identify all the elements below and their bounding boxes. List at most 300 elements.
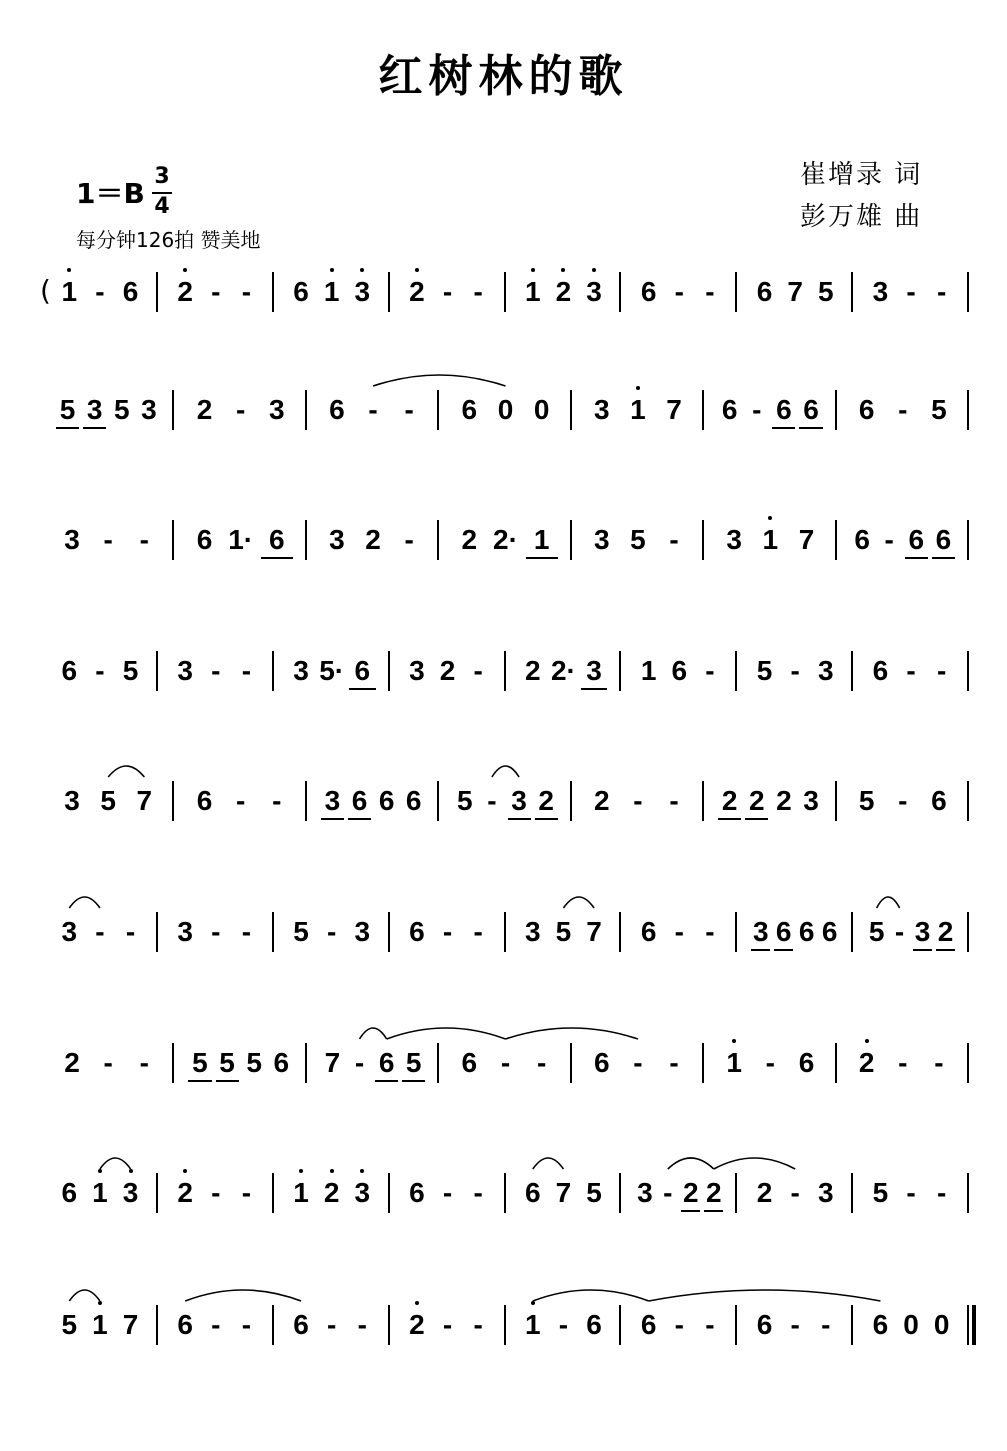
- barline: [967, 781, 969, 821]
- barline: [835, 520, 837, 560]
- jianpu-note: 6: [671, 655, 688, 686]
- jianpu-note: 7: [666, 394, 682, 425]
- jianpu-note: -: [327, 916, 337, 947]
- jianpu-note: 1: [92, 1177, 108, 1208]
- jianpu-note: -: [765, 1047, 775, 1078]
- jianpu-note: -: [442, 1177, 453, 1208]
- jianpu-note: 6: [409, 916, 425, 947]
- barline: [272, 1305, 274, 1345]
- jianpu-note: 0: [933, 1309, 950, 1340]
- jianpu-note: -: [473, 916, 483, 947]
- barline: [272, 1173, 274, 1213]
- eighth-underline: [216, 1080, 239, 1082]
- jianpu-note: -: [674, 1309, 684, 1340]
- jianpu-note: 0: [533, 394, 550, 425]
- jianpu-note: -: [473, 655, 483, 686]
- jianpu-note: 1: [525, 1309, 541, 1340]
- jianpu-note: 5: [868, 916, 885, 947]
- barline: [305, 1043, 307, 1083]
- high-octave-dot: [531, 268, 535, 272]
- barline: [388, 651, 390, 691]
- eighth-underline: [188, 1080, 211, 1082]
- jianpu-note: 2: [177, 276, 193, 307]
- jianpu-note: -: [211, 1309, 221, 1340]
- barline: [735, 1305, 737, 1345]
- jianpu-note: 1: [533, 524, 550, 555]
- high-octave-dot: [415, 1301, 419, 1305]
- jianpu-note: -: [898, 394, 908, 425]
- jianpu-note: -: [368, 394, 378, 425]
- jianpu-note: 3: [64, 785, 80, 816]
- eighth-underline: [56, 427, 79, 429]
- high-octave-dot: [67, 268, 71, 272]
- jianpu-note: -: [357, 1309, 367, 1340]
- slur-arc: [563, 897, 594, 908]
- high-octave-dot: [768, 516, 772, 520]
- barline: [851, 651, 853, 691]
- jianpu-note: 1: [726, 1047, 742, 1078]
- jianpu-note: 2: [365, 524, 381, 555]
- jianpu-note: -: [500, 1047, 511, 1078]
- high-octave-dot: [299, 1169, 303, 1173]
- eighth-underline: [932, 557, 955, 559]
- jianpu-note: 2: [409, 1309, 425, 1340]
- jianpu-note: 6: [351, 785, 368, 816]
- jianpu-note: -: [211, 1177, 221, 1208]
- jianpu-note: 2: [776, 785, 792, 816]
- jianpu-note: -: [354, 1047, 365, 1078]
- barline: [172, 1043, 174, 1083]
- barline: [702, 781, 704, 821]
- eighth-underline: [936, 949, 955, 951]
- barline: [156, 1173, 158, 1213]
- jianpu-note: -: [473, 1309, 483, 1340]
- high-octave-dot: [98, 1169, 102, 1173]
- jianpu-note: -: [663, 1177, 673, 1208]
- jianpu-note: 1: [61, 276, 78, 307]
- barline: [156, 1305, 158, 1345]
- jianpu-note: 6: [405, 785, 422, 816]
- slur-arc: [668, 1158, 714, 1169]
- high-octave-dot: [183, 1169, 187, 1173]
- eighth-underline: [751, 949, 770, 951]
- jianpu-note: 3: [726, 524, 742, 555]
- jianpu-note: 2: [756, 1177, 773, 1208]
- high-octave-dot: [129, 1169, 133, 1173]
- jianpu-note: -: [705, 655, 715, 686]
- jianpu-note: 3: [914, 916, 931, 947]
- barline: [967, 912, 969, 952]
- slur-arc: [360, 1028, 387, 1039]
- jianpu-note: 0: [903, 1309, 919, 1340]
- jianpu-note: 5: [113, 394, 130, 425]
- jianpu-note: 6: [756, 1309, 773, 1340]
- barline: [437, 520, 439, 560]
- jianpu-note: -: [898, 785, 908, 816]
- tempo-marking: 每分钟126拍 赞美地: [76, 228, 261, 252]
- jianpu-note: 3: [637, 1177, 653, 1208]
- jianpu-note: 6: [935, 524, 952, 555]
- eighth-underline: [526, 557, 558, 559]
- jianpu-note: -: [752, 394, 762, 425]
- open-paren: (: [40, 274, 51, 307]
- jianpu-note: 5: [61, 1309, 78, 1340]
- jianpu-note: 6: [329, 394, 345, 425]
- jianpu-note: 2: [721, 785, 738, 816]
- jianpu-note: 5: [818, 276, 834, 307]
- eighth-underline: [348, 818, 371, 820]
- jianpu-note: 7: [136, 785, 153, 816]
- jianpu-note: -: [705, 276, 715, 307]
- jianpu-note: -: [906, 1177, 916, 1208]
- jianpu-note: -: [95, 916, 105, 947]
- jianpu-note: 5: [122, 655, 139, 686]
- jianpu-note: -: [790, 1177, 800, 1208]
- barline: [437, 390, 439, 430]
- slur-arc: [373, 375, 505, 386]
- jianpu-note: 6: [593, 1047, 610, 1078]
- jianpu-note: -: [821, 1309, 831, 1340]
- jianpu-note: 3: [593, 394, 610, 425]
- jianpu-note: -: [241, 1177, 252, 1208]
- barline: [835, 1043, 837, 1083]
- barline: [851, 272, 853, 312]
- jianpu-note: 2: [177, 1177, 193, 1208]
- jianpu-note: 2: [525, 655, 541, 686]
- slur-arc: [492, 766, 519, 777]
- slur-arc: [100, 1158, 131, 1169]
- barline: [735, 272, 737, 312]
- jianpu-note: -: [790, 1309, 800, 1340]
- jianpu-note: -: [558, 1309, 569, 1340]
- jianpu-note: 3: [268, 394, 285, 425]
- jianpu-note: 7: [787, 276, 803, 307]
- lyricist-credit: 崔增录 词: [800, 160, 923, 190]
- barline: [272, 912, 274, 952]
- barline: [835, 781, 837, 821]
- jianpu-note: 6: [854, 524, 870, 555]
- high-octave-dot: [330, 268, 334, 272]
- high-octave-dot: [732, 1039, 736, 1043]
- jianpu-note: 3: [752, 916, 769, 947]
- time-signature-bottom: 4: [154, 194, 170, 219]
- high-octave-dot: [592, 268, 596, 272]
- jianpu-note: 6: [273, 1047, 290, 1078]
- jianpu-note: -: [473, 276, 483, 307]
- barline: [967, 272, 969, 312]
- jianpu-note: -: [211, 916, 221, 947]
- jianpu-note: 3: [354, 916, 371, 947]
- jianpu-note: -: [103, 524, 113, 555]
- jianpu-note: -: [937, 1177, 947, 1208]
- jianpu-note: 7: [555, 1177, 572, 1208]
- jianpu-note: 1: [525, 276, 541, 307]
- jianpu-note: 6: [61, 655, 78, 686]
- high-octave-dot: [561, 268, 565, 272]
- jianpu-note: 6: [931, 785, 947, 816]
- jianpu-note: 3: [177, 655, 193, 686]
- jianpu-note: 6: [872, 1309, 889, 1340]
- jianpu-note: -: [669, 524, 679, 555]
- barline: [172, 781, 174, 821]
- jianpu-note: 6: [798, 1047, 815, 1078]
- jianpu-note: 6: [872, 655, 889, 686]
- barline: [619, 651, 621, 691]
- jianpu-note: -: [404, 394, 414, 425]
- barline: [967, 651, 969, 691]
- jianpu-note: 3: [329, 524, 345, 555]
- barline: [835, 390, 837, 430]
- jianpu-note: 6: [293, 1309, 309, 1340]
- jianpu-note: 2: [858, 1047, 875, 1078]
- slur-arc: [108, 766, 144, 777]
- barline: [570, 1043, 572, 1083]
- jianpu-note: -: [139, 1047, 149, 1078]
- barline: [305, 390, 307, 430]
- barline: [272, 272, 274, 312]
- barline: [156, 912, 158, 952]
- jianpu-note: -: [442, 276, 453, 307]
- jianpu-note: -: [103, 1047, 113, 1078]
- jianpu-note: 5: [100, 785, 116, 816]
- eighth-underline: [261, 557, 293, 559]
- jianpu-note: -: [487, 785, 497, 816]
- barline: [437, 1043, 439, 1083]
- jianpu-note: -: [235, 394, 246, 425]
- final-barline: [972, 1305, 976, 1345]
- jianpu-note: 5·: [319, 655, 345, 686]
- barline: [967, 1305, 969, 1345]
- jianpu-note: -: [473, 1177, 483, 1208]
- barline: [156, 272, 158, 312]
- barline: [388, 1305, 390, 1345]
- eighth-underline: [375, 1080, 398, 1082]
- eighth-underline: [772, 427, 795, 429]
- slur-arc: [69, 897, 100, 908]
- barline: [735, 651, 737, 691]
- barline: [504, 912, 506, 952]
- jianpu-note: 3: [61, 916, 78, 947]
- jianpu-note: 6: [61, 1177, 78, 1208]
- high-octave-dot: [415, 268, 419, 272]
- jianpu-note: 2: [705, 1177, 722, 1208]
- high-octave-dot: [183, 268, 187, 272]
- eighth-underline: [774, 949, 793, 951]
- jianpu-note: 6: [640, 276, 657, 307]
- jianpu-note: -: [442, 916, 453, 947]
- jianpu-note: 5: [858, 785, 875, 816]
- jianpu-note: 6: [775, 916, 792, 947]
- jianpu-note: 6: [378, 785, 395, 816]
- jianpu-note: 6: [525, 1177, 541, 1208]
- jianpu-note: 6: [354, 655, 371, 686]
- jianpu-note: -: [241, 276, 252, 307]
- jianpu-note: 6: [640, 916, 657, 947]
- slur-arc: [649, 1290, 881, 1301]
- jianpu-note: 6: [461, 394, 478, 425]
- jianpu-note: -: [894, 916, 905, 947]
- jianpu-note: 2: [593, 785, 610, 816]
- jianpu-note: 5: [246, 1047, 262, 1078]
- barline: [172, 520, 174, 560]
- jianpu-note: -: [937, 276, 947, 307]
- slur-arc: [387, 1028, 506, 1039]
- barline: [851, 1305, 853, 1345]
- jianpu-note: -: [669, 1047, 679, 1078]
- song-title: 红树林的歌: [378, 51, 629, 102]
- eighth-underline: [799, 427, 822, 429]
- jianpu-note: -: [705, 916, 715, 947]
- barline: [504, 1305, 506, 1345]
- high-octave-dot: [636, 386, 640, 390]
- jianpu-note: -: [404, 524, 414, 555]
- jianpu-note: 0: [497, 394, 514, 425]
- jianpu-note: 6: [640, 1309, 657, 1340]
- jianpu-note: 2: [439, 655, 456, 686]
- jianpu-note: 3: [86, 394, 103, 425]
- jianpu-note: -: [705, 1309, 715, 1340]
- high-octave-dot: [865, 1039, 869, 1043]
- jianpu-note: -: [884, 524, 894, 555]
- barline: [570, 781, 572, 821]
- jianpu-note: 3: [593, 524, 610, 555]
- jianpu-note: 6: [293, 276, 309, 307]
- slur-arc: [69, 1290, 100, 1301]
- jianpu-note: 1: [762, 524, 779, 555]
- jianpu-note: 2: [409, 276, 425, 307]
- jianpu-note: -: [95, 655, 105, 686]
- jianpu-note: 5: [405, 1047, 422, 1078]
- jianpu-note: 3: [525, 916, 541, 947]
- jianpu-note: 3: [177, 916, 193, 947]
- slur-arc: [185, 1290, 301, 1301]
- jianpu-note: -: [536, 1047, 547, 1078]
- barline: [702, 390, 704, 430]
- jianpu-note: -: [633, 785, 643, 816]
- barline: [305, 520, 307, 560]
- barline: [504, 272, 506, 312]
- jianpu-note: -: [906, 276, 916, 307]
- barline: [504, 1173, 506, 1213]
- jianpu-note: -: [211, 276, 221, 307]
- eighth-underline: [508, 818, 531, 820]
- jianpu-note: -: [211, 655, 221, 686]
- jianpu-note: 6: [378, 1047, 395, 1078]
- jianpu-note: 6: [908, 524, 925, 555]
- eighth-underline: [349, 688, 376, 690]
- jianpu-note: 6: [798, 916, 815, 947]
- eighth-underline: [83, 427, 106, 429]
- barline: [570, 520, 572, 560]
- jianpu-note: 5: [630, 524, 646, 555]
- eighth-underline: [913, 949, 932, 951]
- jianpu-note: 6: [756, 276, 773, 307]
- jianpu-note: 2: [64, 1047, 80, 1078]
- jianpu-note: 3: [122, 1177, 139, 1208]
- jianpu-note: 2: [555, 276, 572, 307]
- jianpu-note: 3: [354, 276, 371, 307]
- jianpu-note: 3: [586, 276, 602, 307]
- high-octave-dot: [98, 1301, 102, 1305]
- eighth-underline: [321, 818, 344, 820]
- jianpu-note: -: [934, 1047, 944, 1078]
- jianpu-note: 2: [196, 394, 213, 425]
- jianpu-note: 6: [776, 394, 792, 425]
- eighth-underline: [681, 1210, 700, 1212]
- jianpu-note: 2: [538, 785, 554, 816]
- jianpu-note: 6: [858, 394, 875, 425]
- jianpu-note: 2: [683, 1177, 699, 1208]
- high-octave-dot: [360, 1169, 364, 1173]
- jianpu-note: -: [125, 916, 136, 947]
- barline: [702, 520, 704, 560]
- jianpu-note: 2: [749, 785, 765, 816]
- jianpu-note: 3: [64, 524, 80, 555]
- jianpu-note: 3: [872, 276, 889, 307]
- jianpu-note: 6: [409, 1177, 425, 1208]
- jianpu-note: 3: [511, 785, 527, 816]
- jianpu-note: 1: [92, 1309, 108, 1340]
- jianpu-note: 2·: [550, 655, 576, 686]
- key-signature: 1＝B: [76, 177, 145, 210]
- barline: [172, 390, 174, 430]
- jianpu-note: 3: [409, 655, 425, 686]
- slur-arc: [714, 1158, 795, 1169]
- barline: [388, 912, 390, 952]
- barline: [735, 912, 737, 952]
- high-octave-dot: [531, 1301, 535, 1305]
- jianpu-note: -: [241, 916, 252, 947]
- jianpu-note: 6: [461, 1047, 478, 1078]
- barline: [619, 1305, 621, 1345]
- jianpu-note: -: [442, 1309, 453, 1340]
- barline: [851, 1173, 853, 1213]
- jianpu-note: 3: [818, 1177, 834, 1208]
- jianpu-note: 6: [177, 1309, 193, 1340]
- jianpu-note: 1: [630, 394, 646, 425]
- barline: [388, 1173, 390, 1213]
- jianpu-note: 2: [461, 524, 478, 555]
- eighth-underline: [905, 557, 928, 559]
- jianpu-note: 3: [324, 785, 341, 816]
- jianpu-note: 3: [818, 655, 834, 686]
- jianpu-note: 5: [219, 1047, 235, 1078]
- jianpu-note: -: [327, 1309, 337, 1340]
- jianpu-note: 5: [931, 394, 947, 425]
- jianpu-note: 5: [555, 916, 572, 947]
- eighth-underline: [704, 1210, 723, 1212]
- barline: [967, 390, 969, 430]
- jianpu-note: -: [674, 916, 684, 947]
- jianpu-note: 1·: [228, 524, 254, 555]
- jianpu-note: -: [898, 1047, 908, 1078]
- jianpu-note: 5: [872, 1177, 889, 1208]
- eighth-underline: [581, 688, 608, 690]
- jianpu-note: 2·: [493, 524, 518, 555]
- barline: [388, 272, 390, 312]
- jianpu-note: -: [139, 524, 149, 555]
- barline: [967, 520, 969, 560]
- barline: [619, 1173, 621, 1213]
- jianpu-note: 6: [268, 524, 285, 555]
- jianpu-note: 2: [937, 916, 954, 947]
- jianpu-note: 6: [586, 1309, 602, 1340]
- jianpu-note: -: [674, 276, 684, 307]
- jianpu-note: 6: [721, 394, 738, 425]
- composer-credit: 彭万雄 曲: [800, 202, 923, 232]
- barline: [570, 390, 572, 430]
- jianpu-note: -: [95, 276, 105, 307]
